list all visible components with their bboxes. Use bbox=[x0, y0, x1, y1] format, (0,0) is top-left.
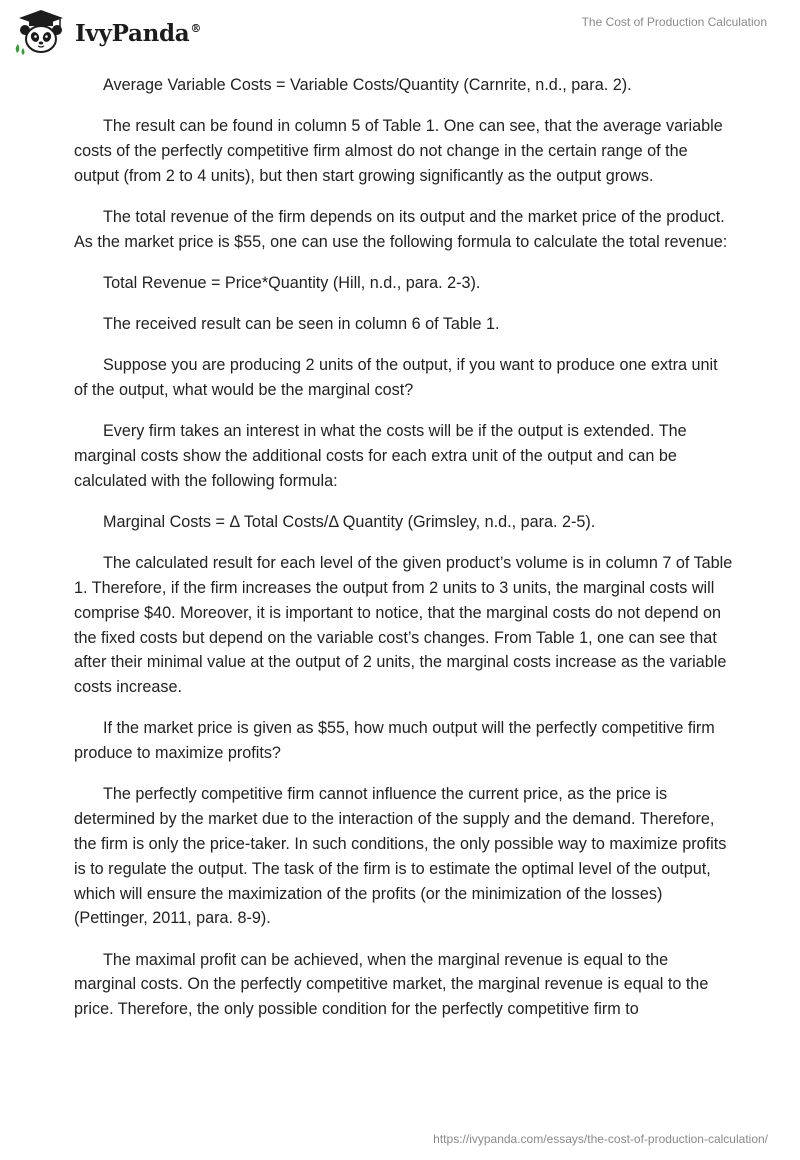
ivypanda-logo[interactable] bbox=[13, 8, 201, 56]
document-title: The Cost of Production Calculation bbox=[581, 15, 767, 29]
paragraph: Total Revenue = Price*Quantity (Hill, n.d., para. 2-3). bbox=[103, 273, 481, 292]
paragraph: The result can be found in column 5 of Table 1. One can see, that the average variable costs of the perfectly competitive firm almost do not change in the certain range of the output (from 2 to 4 units), but then start growing significantly as the output grows. bbox=[74, 117, 723, 185]
page-header bbox=[0, 0, 800, 70]
registered-mark: ® bbox=[190, 21, 202, 35]
paragraph: If the market price is given as $55, how much output will the perfectly competitive firm produce to maximize profits? bbox=[74, 719, 715, 763]
paragraph: The calculated result for each level of the given product’s volume is in column 7 of Table 1. Therefore, if the firm increases the output from 2 units to 3 units, the marginal costs will comprise $40. Moreover, it is important to notice, that the marginal costs do not depend on the fixed costs but depend on the variable cost’s changes. From Table 1, one can see that after their minimal value at the output of 2 units, the marginal costs increase as the variable costs increase. bbox=[74, 554, 733, 697]
paragraph: Suppose you are producing 2 units of the output, if you want to produce one extra unit of the output, what would be the marginal cost? bbox=[74, 356, 718, 400]
paragraph: Every firm takes an interest in what the costs will be if the output is extended. The marginal costs show the additional costs for each extra unit of the output and can be calculated with the following formula: bbox=[74, 422, 687, 490]
paragraph: The perfectly competitive firm cannot influence the current price, as the price is determined by the market due to the interaction of the supply and the demand. Therefore, the firm is only the price-taker. In such conditions, the only possible way to maximize profits is to regulate the output. The task of the firm is to estimate the optimal level of the output, which will ensure the maximization of the profits (or the minimization of the losses) (Pettinger, 2011, para. 8-9). bbox=[74, 785, 727, 928]
paragraph: Average Variable Costs = Variable Costs/Quantity (Carnrite, n.d., para. 2). bbox=[103, 76, 632, 94]
logo-wordmark: IvyPanda® bbox=[75, 19, 202, 47]
paragraph: The total revenue of the firm depends on its output and the market price of the product. As the market price is $55, one can use the following formula to calculate the total revenue: bbox=[74, 207, 728, 251]
source-url[interactable]: https://ivypanda.com/essays/the-cost-of-production-calculation/ bbox=[433, 1132, 768, 1146]
paragraph: The received result can be seen in column 6 of Table 1. bbox=[103, 315, 500, 334]
paragraph: The maximal profit can be achieved, when the marginal revenue is equal to the marginal costs. On the perfectly competitive market, the marginal revenue is equal to the price. Therefore, the only possible condition for the perfectly competitive firm to bbox=[74, 950, 709, 1019]
panda-graduation-cap-icon bbox=[13, 8, 69, 56]
paragraph: Marginal Costs = Δ Total Costs/Δ Quantity (Grimsley, n.d., para. 2-5). bbox=[103, 513, 596, 532]
essay-body bbox=[74, 73, 734, 1038]
